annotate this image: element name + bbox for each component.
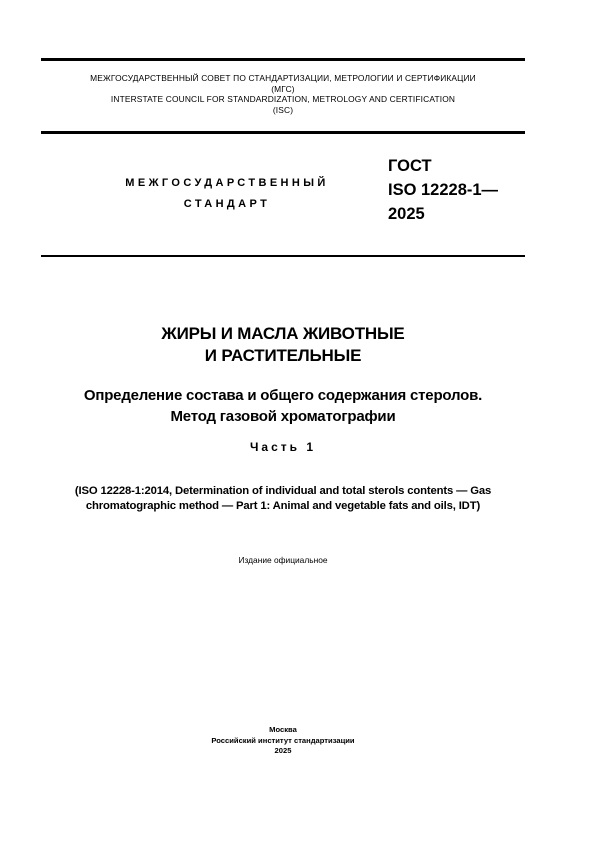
- imprint: [41, 725, 525, 757]
- subtitle-line2: Метод газовой хроматографии: [170, 408, 396, 425]
- edition-note: Издание официальное: [238, 555, 328, 565]
- standard-code-line3: 2025: [388, 205, 425, 223]
- imprint-publisher: Российский институт стандартизации: [211, 735, 355, 745]
- council-name-ru: МЕЖГОСУДАРСТВЕННЫЙ СОВЕТ ПО СТАНДАРТИЗАЦИИ, МЕТРОЛОГИИ И СЕРТИФИКАЦИИ: [90, 73, 476, 83]
- title-line2: И РАСТИТЕЛЬНЫЕ: [204, 346, 362, 365]
- imprint-city: Москва: [269, 725, 297, 734]
- standard-code-line2: ISO 12228-1—: [388, 181, 499, 199]
- council-abbr-en: (ISC): [272, 104, 294, 115]
- council-abbr-ru: (МГС): [271, 83, 295, 94]
- document-subtitle: [41, 385, 525, 427]
- bottom-rule: [41, 255, 525, 257]
- council-name-en: INTERSTATE COUNCIL FOR STANDARDIZATION, METROLOGY AND CERTIFICATION: [110, 94, 456, 104]
- title-line1: ЖИРЫ И МАСЛА ЖИВОТНЫЕ: [161, 324, 405, 343]
- international-reference: [41, 484, 525, 513]
- document-title: [41, 323, 525, 367]
- standard-type-line2: СТАНДАРТ: [183, 198, 271, 210]
- subtitle-line1: Определение состава и общего содержания стеролов.: [83, 387, 483, 404]
- imprint-year: 2025: [274, 746, 292, 755]
- council-header: [41, 73, 525, 115]
- standard-type-line1: МЕЖГОСУДАРСТВЕННЫЙ: [125, 177, 329, 189]
- standard-designation: [388, 154, 498, 226]
- part-number: Часть 1: [249, 440, 317, 454]
- standard-type: [62, 173, 392, 215]
- intl-line2: chromatographic method — Part 1: Animal and vegetable fats and oils, IDT): [85, 499, 481, 512]
- middle-rule: [41, 131, 525, 134]
- intl-line1: (ISO 12228-1:2014, Determination of individual and total sterols contents — Gas: [74, 485, 492, 497]
- standard-code-line1: ГОСТ: [388, 157, 432, 175]
- top-rule: [41, 58, 525, 61]
